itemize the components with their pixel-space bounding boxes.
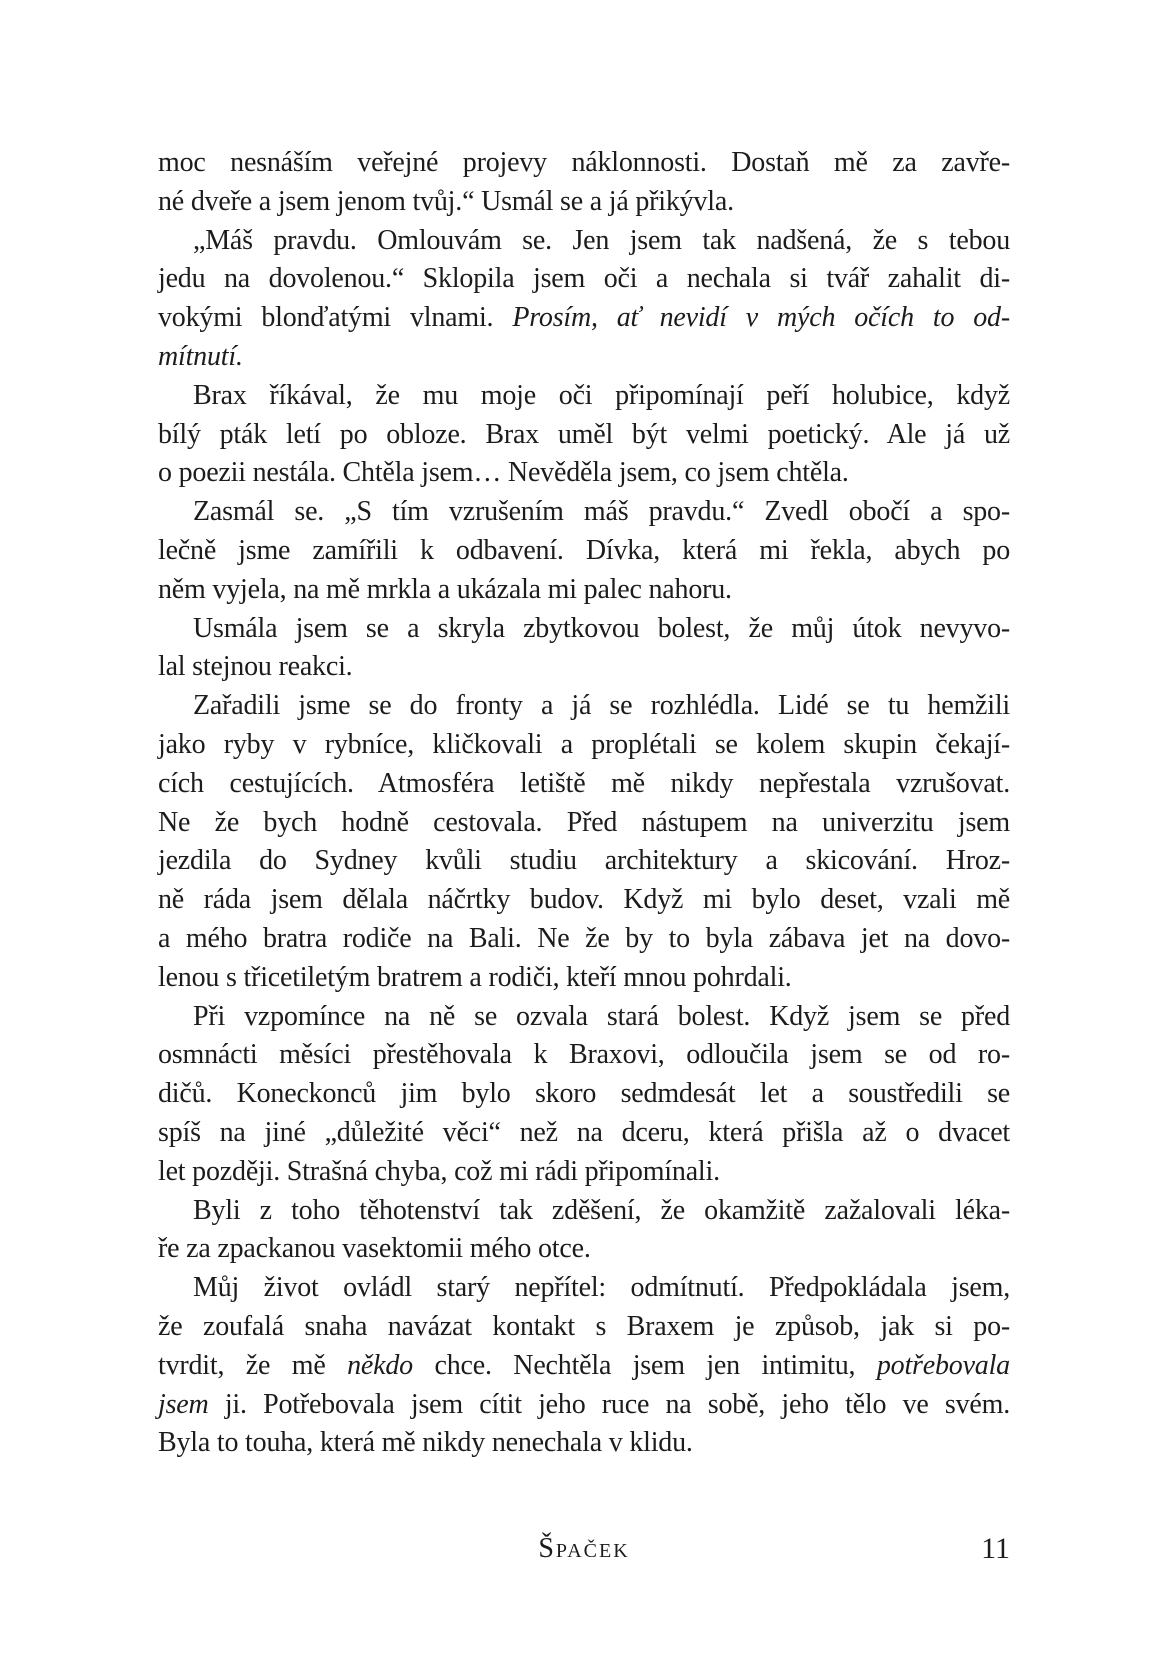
text-run: let později. Strašná chyba, což mi rádi připomínali. bbox=[158, 1155, 720, 1187]
text-line bbox=[158, 1308, 1010, 1347]
italic-text-run: Prosím, ať nevidí v mých očích to od- bbox=[512, 302, 1010, 334]
text-line bbox=[158, 222, 1010, 261]
text-line bbox=[158, 1192, 1010, 1231]
text-line bbox=[158, 1114, 1010, 1153]
text-run: Byla to touha, která mě nikdy nenechala v klidu. bbox=[158, 1427, 693, 1459]
text-run: Brax říkával, že mu moje oči připomínají peří holubice, když bbox=[193, 379, 1010, 411]
text-line bbox=[158, 493, 1010, 532]
text-line bbox=[158, 144, 1010, 183]
text-line bbox=[158, 1153, 1010, 1192]
text-run: dičů. Koneckonců jim bylo skoro sedmdesát let a soustředili se bbox=[158, 1078, 1010, 1110]
text-line bbox=[158, 1269, 1010, 1308]
running-title: Špaček bbox=[538, 1533, 630, 1564]
text-line bbox=[158, 1075, 1010, 1114]
text-line bbox=[158, 299, 1010, 338]
text-run: lal stejnou reakci. bbox=[158, 651, 353, 683]
text-run: lenou s třicetiletým bratrem a rodiči, kteří mnou pohrdali. bbox=[158, 961, 792, 993]
text-line bbox=[158, 920, 1010, 959]
text-run: že zoufalá snaha navázat kontakt s Braxem je způsob, jak si po- bbox=[158, 1310, 1010, 1342]
text-line bbox=[158, 1036, 1010, 1075]
text-line bbox=[158, 842, 1010, 881]
text-run: Můj život ovládl starý nepřítel: odmítnutí. Předpokládala jsem, bbox=[193, 1272, 1010, 1304]
text-line bbox=[158, 377, 1010, 416]
text-run: cích cestujících. Atmosféra letiště mě nikdy nepřestala vzrušovat. bbox=[158, 767, 1010, 799]
text-line bbox=[158, 1386, 1010, 1425]
italic-text-run: mítnutí. bbox=[158, 340, 243, 372]
text-run: osmnácti měsíci přestěhovala k Braxovi, odloučila jsem se od ro- bbox=[158, 1039, 1010, 1071]
text-run: ně ráda jsem dělala náčrtky budov. Když mi bylo deset, vzali mě bbox=[158, 884, 1010, 916]
text-line bbox=[158, 532, 1010, 571]
text-line bbox=[158, 959, 1010, 998]
text-line bbox=[158, 416, 1010, 455]
text-run: tvrdit, že mě bbox=[158, 1349, 348, 1381]
italic-text-run: jsem bbox=[158, 1388, 209, 1420]
text-run: Byli z toho těhotenství tak zděšení, že okamžitě zažalovali léka- bbox=[193, 1194, 1010, 1226]
text-run: né dveře a jsem jenom tvůj.“ Usmál se a já přikývla. bbox=[158, 185, 734, 217]
text-run: Zasmál se. „S tím vzrušením máš pravdu.“ Zvedl obočí a spo- bbox=[193, 496, 1010, 528]
page-footer bbox=[158, 1531, 1010, 1567]
text-line bbox=[158, 1347, 1010, 1386]
text-run: a mého bratra rodiče na Bali. Ne že by to byla zábava jet na dovo- bbox=[158, 922, 1010, 954]
text-line bbox=[158, 765, 1010, 804]
text-line bbox=[158, 998, 1010, 1037]
text-run: ji. Potřebovala jsem cítit jeho ruce na sobě, jeho tělo ve svém. bbox=[208, 1388, 1010, 1420]
text-line bbox=[158, 881, 1010, 920]
text-run: bílý pták letí po obloze. Brax uměl být velmi poetický. Ale já už bbox=[158, 418, 1010, 450]
text-run: něm vyjela, na mě mrkla a ukázala mi palec nahoru. bbox=[158, 573, 732, 605]
text-line bbox=[158, 1230, 1010, 1269]
text-line bbox=[158, 1424, 1010, 1463]
text-line bbox=[158, 571, 1010, 610]
text-line bbox=[158, 804, 1010, 843]
text-line bbox=[158, 183, 1010, 222]
text-line bbox=[158, 648, 1010, 687]
text-run: vokými blonďatými vlnami. bbox=[158, 302, 513, 334]
text-line bbox=[158, 454, 1010, 493]
page-number: 11 bbox=[981, 1532, 1010, 1565]
page-text bbox=[158, 144, 1010, 1463]
italic-text-run: někdo bbox=[347, 1349, 413, 1381]
text-run: ře za zpackanou vasektomii mého otce. bbox=[158, 1233, 591, 1265]
text-line bbox=[158, 726, 1010, 765]
text-run: o poezii nestála. Chtěla jsem… Nevěděla jsem, co jsem chtěla. bbox=[158, 457, 849, 489]
text-run: spíš na jiné „důležité věci“ než na dceru, která přišla až o dvacet bbox=[158, 1116, 1010, 1148]
text-run: moc nesnáším veřejné projevy náklonnosti. Dostaň mě za zavře- bbox=[158, 147, 1010, 178]
text-run: jako ryby v rybníce, kličkovali a proplétali se kolem skupin čekají- bbox=[158, 728, 1010, 760]
text-run: jezdila do Sydney kvůli studiu architektury a skicování. Hroz- bbox=[158, 845, 1010, 877]
text-line bbox=[158, 687, 1010, 726]
text-run: jedu na dovolenou.“ Sklopila jsem oči a nechala si tvář zahalit di- bbox=[158, 263, 1010, 295]
text-run: chce. Nechtěla jsem jen intimitu, bbox=[412, 1349, 877, 1381]
text-line bbox=[158, 260, 1010, 299]
text-run: „Máš pravdu. Omlouvám se. Jen jsem tak nadšená, že s tebou bbox=[193, 224, 1010, 256]
text-line bbox=[158, 610, 1010, 649]
text-run: Zařadili jsme se do fronty a já se rozhlédla. Lidé se tu hemžili bbox=[193, 690, 1010, 722]
text-run: lečně jsme zamířili k odbavení. Dívka, která mi řekla, abych po bbox=[158, 534, 1010, 566]
text-run: Při vzpomínce na ně se ozvala stará bolest. Když jsem se před bbox=[193, 1000, 1010, 1032]
text-line bbox=[158, 338, 1010, 377]
italic-text-run: potřebovala bbox=[876, 1349, 1010, 1381]
text-run: Usmála jsem se a skryla zbytkovou bolest, že můj útok nevyvo- bbox=[193, 612, 1010, 644]
text-run: Ne že bych hodně cestovala. Před nástupem na univerzitu jsem bbox=[158, 806, 1010, 838]
